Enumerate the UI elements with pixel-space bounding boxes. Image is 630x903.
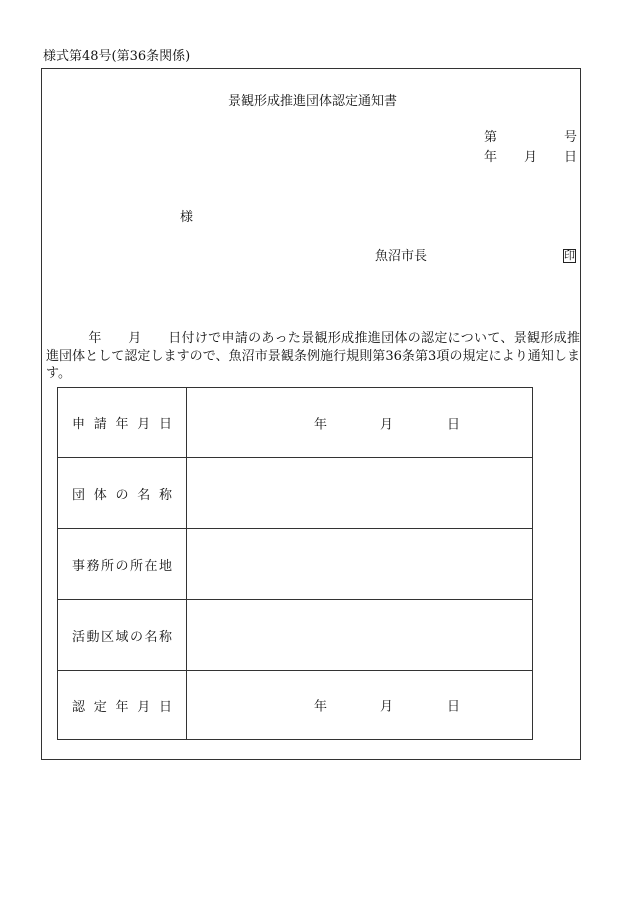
date-unit-year: 年	[314, 699, 328, 715]
table-row	[58, 671, 533, 740]
row-label: 活動区域の名称	[58, 600, 187, 671]
activity-area-cell[interactable]	[187, 600, 533, 671]
office-address-cell[interactable]	[187, 529, 533, 600]
date-unit-day: 日	[447, 417, 461, 432]
seal-mark: 印	[564, 249, 575, 262]
row-label: 申請年月日	[58, 388, 187, 458]
form-number: 様式第48号(第36条関係)	[43, 49, 191, 64]
table-row	[58, 458, 533, 529]
notice-body-text	[46, 330, 580, 383]
organization-name-cell[interactable]	[187, 458, 533, 529]
date-unit-year: 年	[314, 417, 328, 432]
row-label: 事務所の所在地	[58, 529, 187, 600]
table-row	[58, 600, 533, 671]
doc-number-go: 号	[564, 130, 578, 145]
issue-date-day: 日	[564, 150, 578, 165]
table-row	[58, 388, 533, 458]
document-title: 景観形成推進団体認定通知書	[228, 94, 398, 109]
date-unit-day: 日	[447, 699, 461, 715]
issuer-name: 魚沼市長	[375, 249, 428, 264]
date-unit-month: 月	[380, 417, 394, 432]
row-label: 団体の名称	[58, 458, 187, 529]
date-unit-month: 月	[380, 699, 394, 715]
details-table	[57, 387, 533, 740]
certification-date-cell[interactable]	[187, 671, 533, 740]
issue-date-month: 月	[524, 150, 538, 165]
issue-date-year: 年	[484, 150, 498, 165]
notice-body-content: 年 月 日付けで申請のあった景観形成推進団体の認定について、景観形成推進団体として認定しますので、魚沼市景観条例施行規則第36条第3項の規定により通知します。	[46, 331, 580, 381]
doc-number-dai: 第	[484, 130, 498, 145]
addressee-suffix: 様	[180, 210, 194, 225]
table-row	[58, 529, 533, 600]
application-date-cell[interactable]	[187, 388, 533, 458]
row-label: 認定年月日	[58, 671, 187, 740]
